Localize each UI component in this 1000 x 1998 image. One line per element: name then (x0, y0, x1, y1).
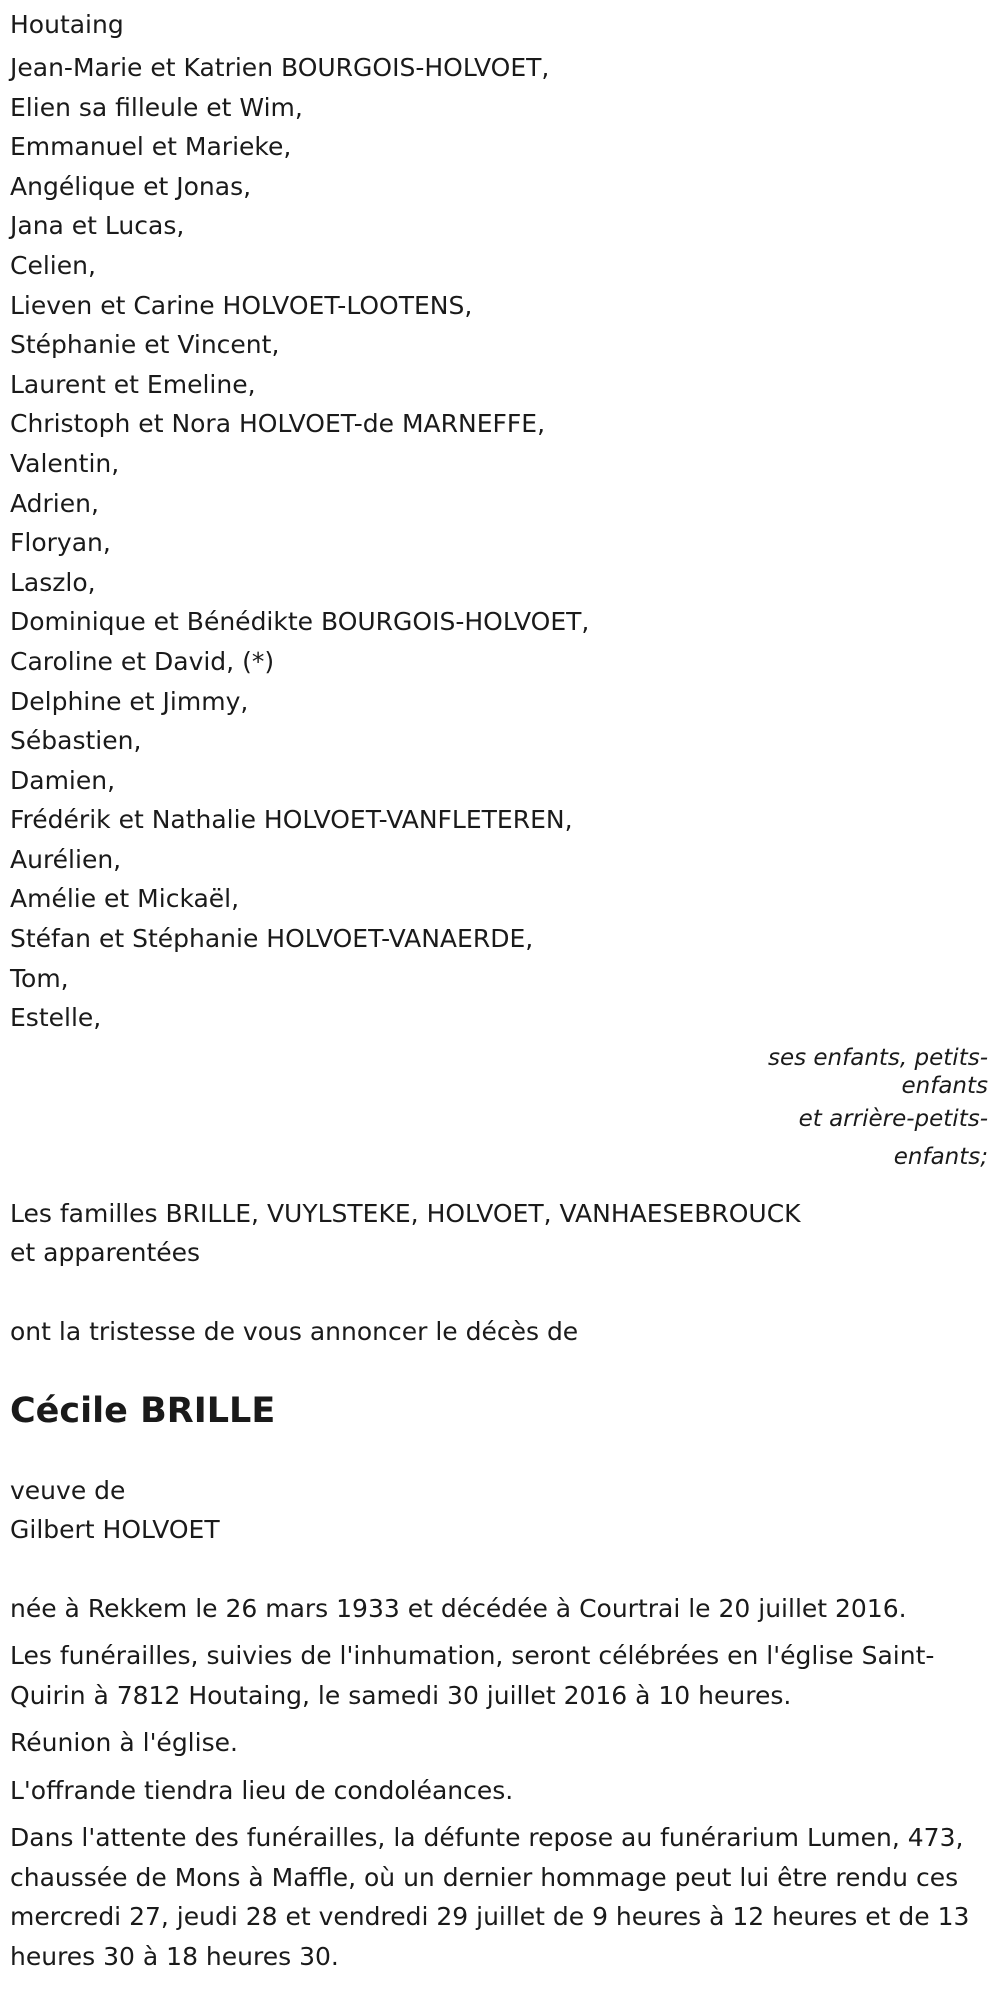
families-line-2: et apparentées (10, 1237, 201, 1267)
family-name-entry: Amélie et Mickaël, (10, 884, 240, 914)
family-name-entry: Dominique et Bénédikte BOURGOIS-HOLVOET, (10, 607, 590, 637)
family-name-entry: Delphine et Jimmy, (10, 686, 249, 716)
family-name-entry: Stéphanie et Vincent, (10, 330, 280, 360)
family-name-entry: Emmanuel et Marieke, (10, 132, 292, 162)
family-name-entry: Christoph et Nora HOLVOET-de MARNEFFE, (10, 409, 546, 439)
family-name-entry: Aurélien, (10, 844, 122, 874)
obituary-notice (10, 6, 995, 1984)
offering-text: L'offrande tiendra lieu de condoléances. (10, 1775, 514, 1805)
family-name-entry: Laurent et Emeline, (10, 369, 256, 399)
visitation-text: Dans l'attente des funérailles, la défunte repose au funérarium Lumen, 473, chaussée de Mons à Maffle, où un dernier hommage peut lui être rendu ces mercredi 27, jeudi 28 et vendredi 29 juillet de 9 heures à 12 heures et de 13 heures 30 à 18 heures 30. (10, 1823, 970, 1971)
funeral-text: Les funérailles, suivies de l'inhumation, seront célébrées en l'église Saint-Quirin à 7812 Houtaing, le samedi 30 juillet 2016 à 10 heures. (10, 1641, 935, 1710)
spouse-block (10, 1471, 995, 1549)
family-name-entry: Damien, (10, 765, 116, 795)
deceased-name: Cécile BRILLE (10, 1390, 276, 1431)
family-name-entry: Valentin, (10, 448, 120, 478)
family-name-entry: Jana et Lucas, (10, 211, 185, 241)
spouse-name: Gilbert HOLVOET (10, 1514, 220, 1544)
family-name-entry: Celien, (10, 250, 96, 280)
family-name-entry: Lieven et Carine HOLVOET-LOOTENS, (10, 290, 473, 320)
family-name-entry: Laszlo, (10, 567, 96, 597)
widow-of-label: veuve de (10, 1475, 126, 1505)
family-name-entry: Stéfan et Stéphanie HOLVOET-VANAERDE, (10, 924, 534, 954)
families-block (10, 1194, 995, 1272)
family-name-entry: Estelle, (10, 1003, 102, 1033)
family-name-entry: Sébastien, (10, 726, 142, 756)
family-name-entry: Adrien, (10, 488, 99, 518)
funeral-details (10, 1589, 995, 1977)
signature-line-1: ses enfants, petits-enfants (767, 1044, 988, 1099)
family-name-entry: Elien sa filleule et Wim, (10, 92, 303, 122)
birth-death-text: née à Rekkem le 26 mars 1933 et décédée à Courtrai le 20 juillet 2016. (10, 1593, 907, 1623)
family-name-entry: Angélique et Jonas, (10, 171, 252, 201)
announcement-text: ont la tristesse de vous annoncer le décès de (10, 1316, 579, 1346)
signature-line-2: et arrière-petits-enfants; (798, 1105, 988, 1170)
place-name: Houtaing (10, 10, 124, 39)
family-names-list (10, 48, 995, 1038)
families-line-1: Les familles BRILLE, VUYLSTEKE, HOLVOET, VANHAESEBROUCK (10, 1198, 801, 1228)
family-name-entry: Frédérik et Nathalie HOLVOET-VANFLETEREN, (10, 805, 573, 835)
family-name-entry: Floryan, (10, 528, 111, 558)
meeting-text: Réunion à l'église. (10, 1728, 238, 1758)
family-name-entry: Caroline et David, (*) (10, 646, 275, 676)
family-name-entry: Jean-Marie et Katrien BOURGOIS-HOLVOET, (10, 53, 550, 82)
family-signature (10, 1044, 988, 1176)
family-name-entry: Tom, (10, 963, 69, 993)
